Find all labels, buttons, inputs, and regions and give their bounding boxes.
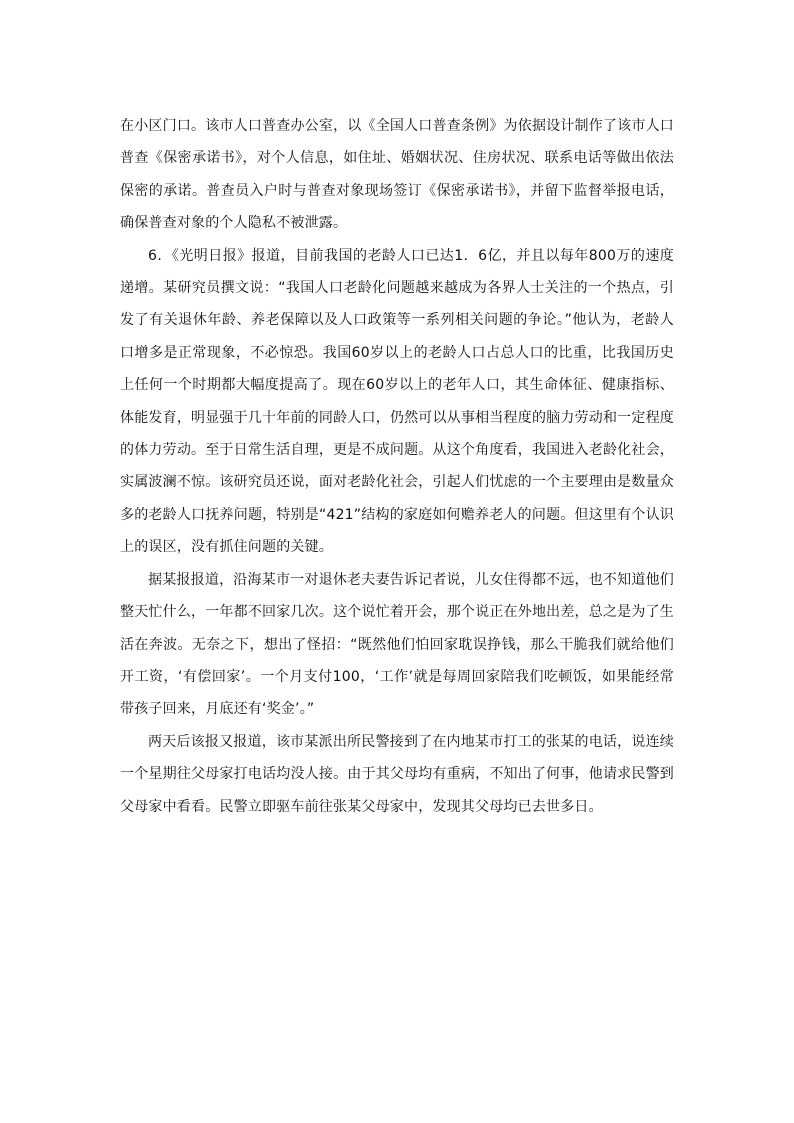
paragraph-question-6: 6．《光明日报》报道，目前我国的老龄人口已达1．6亿，并且以每年800万的速度递增。某研究员撰文说：“我国人口老龄化问题越来越成为各界人士关注的一个热点，引发了有关退休年龄、养老保障以及人口政策等一系列相关问题的争论。”他认为，老龄人口增多是正常现象，不必惊恐。我国60岁以上的老龄人口占总人口的比重，比我国历史上任何一个时期都大幅度提高了。现在60岁以上的老年人口，其生命体征、健康指标、体能发育，明显强于几十年前的同龄人口，仍然可以从事相当程度的脑力劳动和一定程度的体力劳动。至于日常生活自理，更是不成问题。从这个角度看，我国进入老龄化社会，实属波澜不惊。该研究员还说，面对老龄化社会，引起人们忧虑的一个主要理由是数量众多的老龄人口抚养问题，特别是“421”结构的家庭如何赡养老人的问题。但这里有个认识上的误区，没有抓住问题的关键。: [120, 247, 674, 556]
paragraph-news-report-2: 两天后该报又报道，该市某派出所民警接到了在内地某市打工的张某的电话，说连续一个星期往父母家打电话均没人接。由于其父母均有重病，不知出了何事，他请求民警到父母家中看看。民警立即驱车前往张某父母家中，发现其父母均已去世多日。: [120, 733, 674, 815]
paragraph-continuation: 在小区门口。该市人口普查办公室，以《全国人口普查条例》为依据设计制作了该市人口普查《保密承诺书》，对个人信息，如住址、婚姻状况、住房状况、联系电话等做出依法保密的承诺。普查员入户时与普查对象现场签订《保密承诺书》，并留下监督举报电话，确保普查对象的个人隐私不被泄露。: [120, 118, 674, 232]
paragraph-news-report-1: 据某报报道，沿海某市一对退休老夫妻告诉记者说，儿女住得都不远，也不知道他们整天忙什么，一年都不回家几次。这个说忙着开会，那个说正在外地出差，总之是为了生活在奔波。无奈之下，想出了怪招：“既然他们怕回家耽误挣钱，那么干脆我们就给他们开工资，‘有偿回家’。一个月支付100，‘工作’就是每周回家陪我们吃顿饭，如果能经常带孩子回来，月底还有‘奖金’。”: [120, 571, 674, 718]
body-text: [120, 110, 674, 823]
